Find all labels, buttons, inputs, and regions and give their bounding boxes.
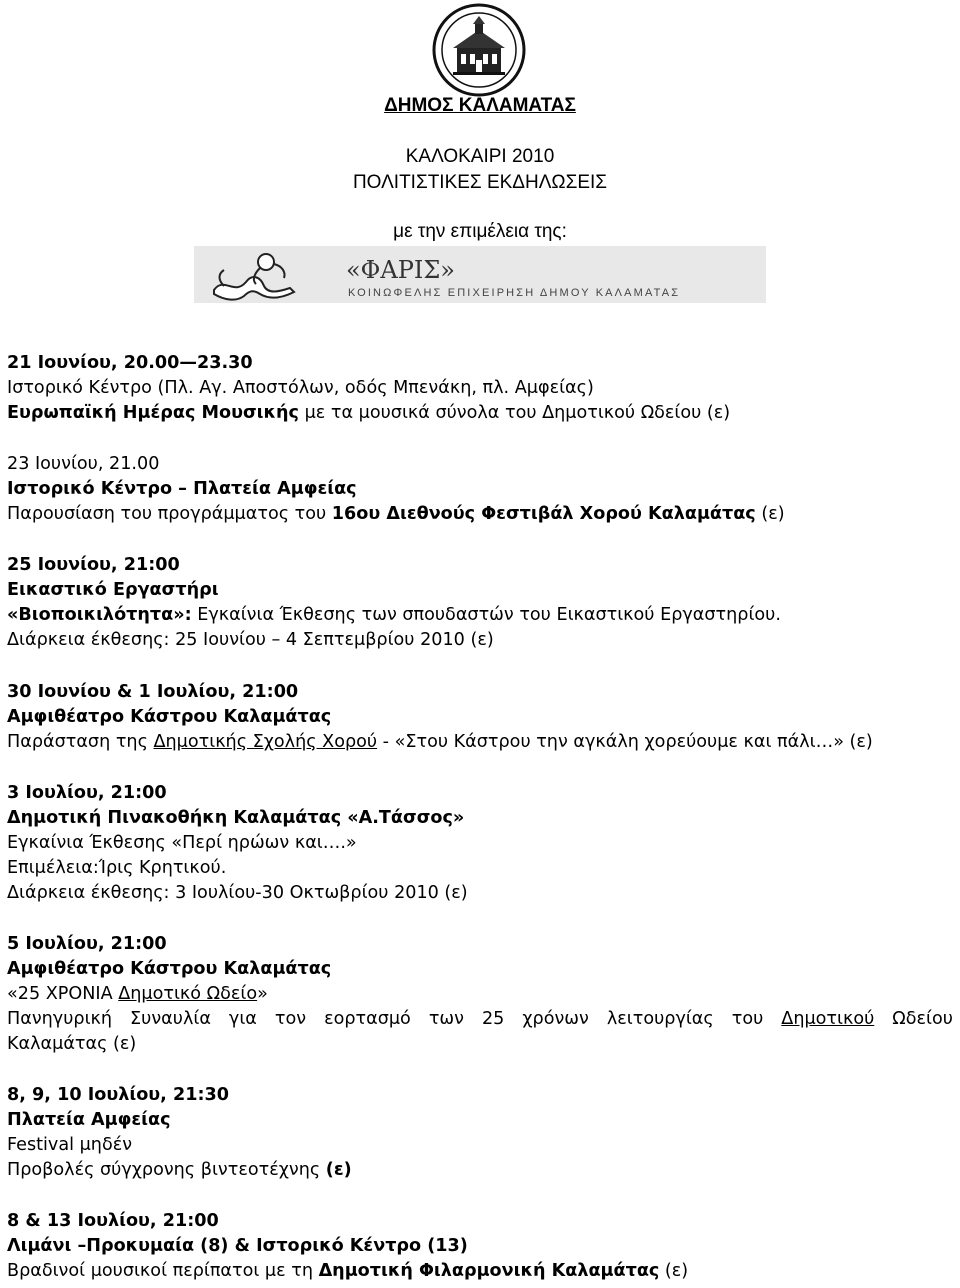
faris-subtitle: ΚΟΙΝΩΦΕΛΗΣ ΕΠΙΧΕΙΡΗΣΗ ΔΗΜΟΥ ΚΑΛΑΜΑΤΑΣ	[348, 287, 678, 299]
event-title: Festival μηδέν	[7, 1135, 133, 1155]
event-8	[7, 1209, 688, 1284]
municipality-title: ΔΗΜΟΣ ΚΑΛΑΜΑΤΑΣ	[384, 95, 576, 116]
event-venue: Δημοτική Πινακοθήκη Καλαμάτας «Α.Τάσσος»	[7, 808, 465, 828]
event-desc-rest: Εγκαίνια Έκθεσης των σπουδαστών του Εικαστικού Εργαστηρίου.	[191, 605, 781, 625]
event-desc-pre: Προβολές σύγχρονης βιντεοτέχνης	[7, 1160, 326, 1180]
event-desc-bold: 16ου Διεθνούς Φεστιβάλ Χορού Καλαμάτας	[331, 504, 756, 524]
desc-word: χρόνων	[522, 1009, 589, 1029]
event-desc-bold: Δημοτική Φιλαρμονική Καλαμάτας	[318, 1261, 660, 1281]
event-duration: Διάρκεια έκθεσης: 3 Ιουλίου-30 Οκτωβρίου 2010 (ε)	[7, 883, 468, 903]
event-description-end: Καλαμάτας (ε)	[7, 1034, 137, 1054]
event-desc-post: (ε)	[659, 1261, 689, 1281]
event-title-post: »	[257, 984, 268, 1004]
event-3	[7, 553, 781, 653]
desc-word: του	[731, 1009, 764, 1029]
faris-name: «ΦΑΡΙΣ»	[346, 256, 455, 284]
event-description	[7, 730, 873, 755]
event-title: Ευρωπαϊκή Ημέρας Μουσικής	[7, 403, 299, 423]
event-description	[7, 1158, 352, 1183]
desc-word: Πανηγυρική	[7, 1009, 113, 1029]
desc-word: 25	[481, 1009, 505, 1029]
event-description	[7, 502, 785, 527]
event-date: 8 & 13 Ιουλίου, 21:00	[7, 1211, 219, 1231]
event-desc-post: (ε)	[755, 504, 785, 524]
event-venue: Εικαστικό Εργαστήρι	[7, 580, 219, 600]
event-date: 5 Ιουλίου, 21:00	[7, 934, 167, 954]
event-curator: Επιμέλεια:Ίρις Κρητικού.	[7, 858, 227, 878]
event-description	[7, 1259, 688, 1284]
event-desc-bold: (ε)	[325, 1160, 352, 1180]
event-venue: Ιστορικό Κέντρο (Πλ. Αγ. Αποστόλων, οδός Μπενάκη, πλ. Αμφείας)	[7, 378, 594, 398]
event-venue: Πλατεία Αμφείας	[7, 1110, 171, 1130]
event-title-underlined: Δημοτικό Ωδείο	[118, 984, 258, 1004]
event-venue: Ιστορικό Κέντρο – Πλατεία Αμφείας	[7, 479, 357, 499]
municipality-seal-logo	[431, 2, 527, 98]
event-date: 21 Ιουνίου, 20.00—23.30	[7, 353, 253, 373]
event-desc-underlined: Δημοτικής Σχολής Χορού	[153, 732, 378, 752]
event-description: Εγκαίνια Έκθεσης «Περί ηρώων και….»	[7, 833, 357, 853]
event-venue: Λιμάνι –Προκυμαία (8) & Ιστορικό Κέντρο (13)	[7, 1236, 468, 1256]
event-date: 3 Ιουλίου, 21:00	[7, 783, 167, 803]
event-title-pre: «25 ΧΡΟΝΙΑ	[7, 984, 119, 1004]
event-5	[7, 781, 468, 906]
desc-word: τον	[274, 1009, 307, 1029]
faris-logo	[194, 246, 766, 303]
desc-word: Συναυλία	[130, 1009, 211, 1029]
curated-by-label: με την επιμέλεια της:	[393, 221, 567, 242]
desc-word: Ωδείου	[892, 1009, 953, 1029]
event-description	[7, 603, 781, 628]
event-1	[7, 351, 730, 426]
season-title: ΚΑΛΟΚΑΙΡΙ 2010	[405, 146, 555, 167]
desc-word: Δημοτικού	[781, 1009, 875, 1029]
event-desc-pre: Βραδινοί μουσικοί περίπατοι με τη	[7, 1261, 319, 1281]
event-date: 23 Ιουνίου, 21.00	[7, 454, 160, 474]
event-duration: Διάρκεια έκθεσης: 25 Ιουνίου – 4 Σεπτεμβρίου 2010 (ε)	[7, 630, 494, 650]
event-6	[7, 932, 953, 1057]
desc-word: εορτασμό	[324, 1009, 411, 1029]
desc-word: των	[428, 1009, 464, 1029]
event-venue: Αμφιθέατρο Κάστρου Καλαμάτας	[7, 959, 332, 979]
event-description	[7, 1007, 953, 1032]
event-desc-pre: Παρουσίαση του προγράμματος του	[7, 504, 332, 524]
event-desc-pre: Παράσταση της	[7, 732, 154, 752]
desc-word: για	[228, 1009, 257, 1029]
event-4	[7, 680, 873, 755]
events-title: ΠΟΛΙΤΙΣΤΙΚΕΣ ΕΚΔΗΛΩΣΕΙΣ	[352, 172, 608, 193]
event-7	[7, 1083, 352, 1183]
event-title	[7, 982, 953, 1007]
event-2	[7, 452, 785, 527]
event-desc-bold: «Βιοποικιλότητα»:	[7, 605, 192, 625]
event-date: 25 Ιουνίου, 21:00	[7, 555, 180, 575]
event-desc-post: - «Στου Κάστρου την αγκάλη χορεύουμε και πάλι…» (ε)	[377, 732, 873, 752]
event-title-rest: με τα μουσικά σύνολα του Δημοτικού Ωδείου (ε)	[298, 403, 731, 423]
event-date: 8, 9, 10 Ιουλίου, 21:30	[7, 1085, 229, 1105]
event-venue: Αμφιθέατρο Κάστρου Καλαμάτας	[7, 707, 332, 727]
event-date: 30 Ιουνίου & 1 Ιουλίου, 21:00	[7, 682, 299, 702]
desc-word: λειτουργίας	[606, 1009, 714, 1029]
event-description	[7, 401, 730, 426]
